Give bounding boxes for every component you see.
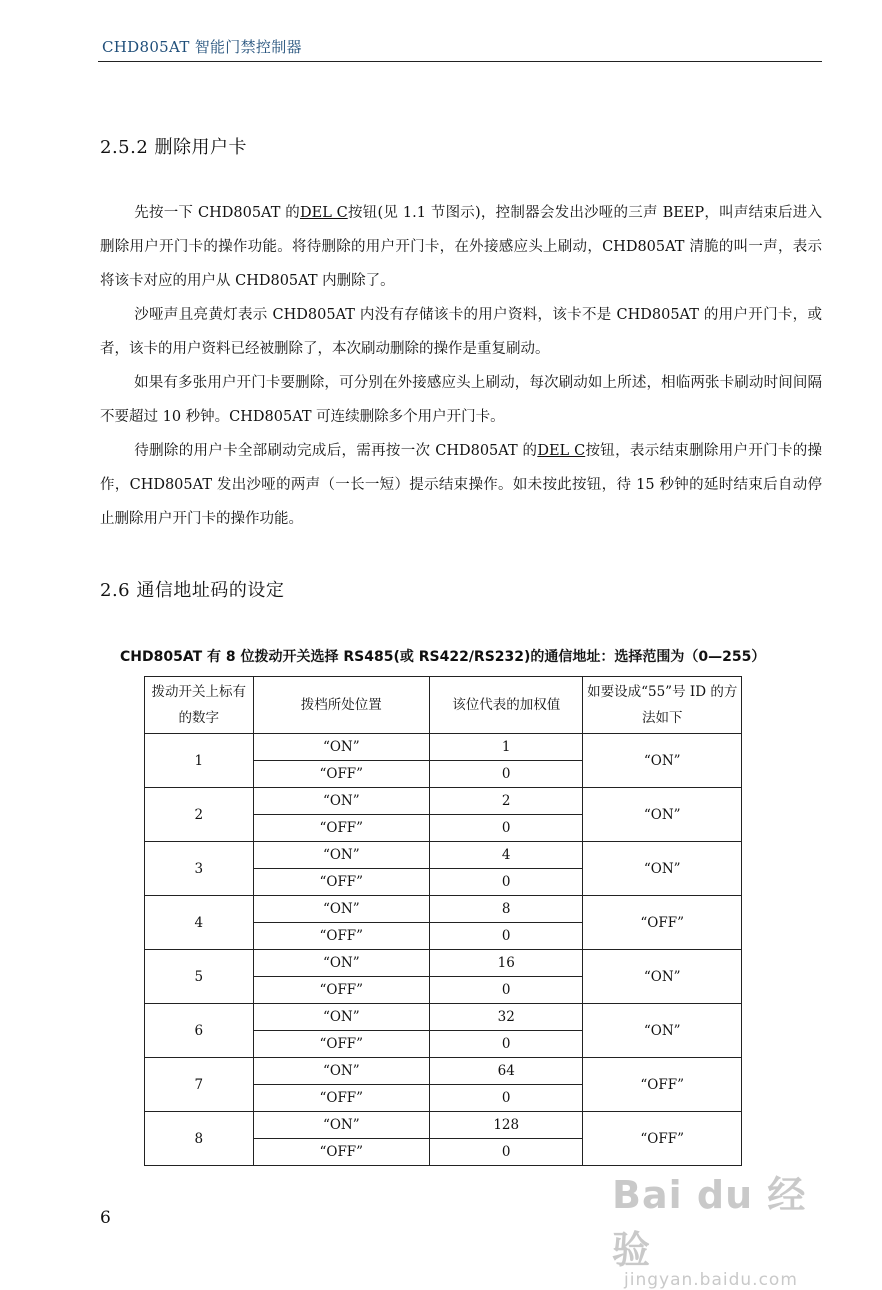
position-on-cell: “ON” [253, 1004, 429, 1031]
position-on-cell: “ON” [253, 1058, 429, 1085]
paragraph-3 [100, 366, 822, 434]
table-row [145, 842, 742, 869]
weight-zero-cell: 0 [429, 815, 582, 842]
table-row [145, 1004, 742, 1031]
position-on-cell: “ON” [253, 734, 429, 761]
weight-zero-cell: 0 [429, 977, 582, 1004]
id55-setting-cell: “ON” [583, 842, 742, 896]
header-position: 拨档所处位置 [253, 677, 429, 734]
header-title: CHD805AT 智能门禁控制器 [102, 38, 302, 56]
weight-zero-cell: 0 [429, 923, 582, 950]
position-off-cell: “OFF” [253, 923, 429, 950]
table-row [145, 734, 742, 761]
paragraph-1-text-a: 先按一下 CHD805AT 的 [134, 205, 300, 221]
weight-zero-cell: 0 [429, 1085, 582, 1112]
switch-number-cell: 1 [145, 734, 254, 788]
position-off-cell: “OFF” [253, 815, 429, 842]
switch-number-cell: 4 [145, 896, 254, 950]
table-row [145, 788, 742, 815]
id55-setting-cell: “OFF” [583, 1058, 742, 1112]
weight-value-cell: 64 [429, 1058, 582, 1085]
header-id55-method: 如要设成“55”号 ID 的方法如下 [583, 677, 742, 734]
weight-value-cell: 32 [429, 1004, 582, 1031]
position-on-cell: “ON” [253, 896, 429, 923]
position-on-cell: “ON” [253, 950, 429, 977]
switch-number-cell: 6 [145, 1004, 254, 1058]
weight-value-cell: 128 [429, 1112, 582, 1139]
table-header-row [145, 677, 742, 734]
header-rule [98, 61, 822, 62]
paragraph-4 [100, 434, 822, 536]
weight-zero-cell: 0 [429, 761, 582, 788]
id55-setting-cell: “ON” [583, 950, 742, 1004]
del-c-button-ref-2: DEL C [537, 443, 586, 459]
paragraph-1-text-b: 按钮(见 1.1 节图示)，控制器会发出沙哑的三声 BEEP，叫声结束后进入删除用户开门卡的操作功能。将待删除的用户开门卡，在外接感应头上刷动，CHD805AT 清脆的叫一声，表示将该卡对应的用户从 CHD805AT 内删除了。 [100, 205, 823, 289]
watermark-url: jingyan.baidu.com [624, 1270, 798, 1290]
paragraph-4-text-a: 待删除的用户卡全部刷动完成后，需再按一次 CHD805AT 的 [134, 443, 538, 459]
id55-setting-cell: “ON” [583, 734, 742, 788]
baidu-jingyan-watermark [612, 1164, 832, 1290]
weight-value-cell: 16 [429, 950, 582, 977]
dip-switch-table [144, 676, 742, 1166]
header-weight: 该位代表的加权值 [429, 677, 582, 734]
table-row [145, 950, 742, 977]
position-off-cell: “OFF” [253, 977, 429, 1004]
position-on-cell: “ON” [253, 842, 429, 869]
section-heading-address-code: 2.6 通信地址码的设定 [100, 580, 285, 601]
position-off-cell: “OFF” [253, 1031, 429, 1058]
position-on-cell: “ON” [253, 1112, 429, 1139]
paragraph-2 [100, 298, 822, 366]
id55-setting-cell: “OFF” [583, 896, 742, 950]
id55-setting-cell: “ON” [583, 1004, 742, 1058]
section-heading-delete-card: 2.5.2 删除用户卡 [100, 137, 248, 158]
weight-value-cell: 4 [429, 842, 582, 869]
weight-value-cell: 8 [429, 896, 582, 923]
weight-zero-cell: 0 [429, 1031, 582, 1058]
paragraph-3-text: 如果有多张用户开门卡要删除，可分别在外接感应头上刷动，每次刷动如上所述，相临两张卡刷动时间间隔不要超过 10 秒钟。CHD805AT 可连续删除多个用户开门卡。 [100, 375, 822, 425]
paragraph-4-text-b: 按钮，表示结束删除用户开门卡的操作，CHD805AT 发出沙哑的两声（一长一短）提示结束操作。如未按此按钮，待 15 秒钟的延时结束后自动停止删除用户开门卡的操作功能。 [100, 443, 823, 527]
weight-zero-cell: 0 [429, 869, 582, 896]
weight-value-cell: 2 [429, 788, 582, 815]
position-off-cell: “OFF” [253, 1139, 429, 1166]
weight-value-cell: 1 [429, 734, 582, 761]
weight-zero-cell: 0 [429, 1139, 582, 1166]
watermark-logo: Bai du 经验 [612, 1173, 807, 1272]
switch-number-cell: 8 [145, 1112, 254, 1166]
header-switch-number: 拨动开关上标有的数字 [145, 677, 254, 734]
page-number: 6 [100, 1208, 111, 1228]
position-off-cell: “OFF” [253, 761, 429, 788]
paragraph-2-text: 沙哑声且亮黄灯表示 CHD805AT 内没有存储该卡的用户资料，该卡不是 CHD805AT 的用户开门卡，或者，该卡的用户资料已经被删除了，本次刷动删除的操作是重复刷动。 [100, 307, 822, 357]
table-caption: CHD805AT 有 8 位拨动开关选择 RS485(或 RS422/RS232)的通信地址：选择范围为（0—255） [120, 649, 766, 665]
id55-setting-cell: “OFF” [583, 1112, 742, 1166]
position-off-cell: “OFF” [253, 869, 429, 896]
id55-setting-cell: “ON” [583, 788, 742, 842]
position-off-cell: “OFF” [253, 1085, 429, 1112]
del-c-button-ref: DEL C [299, 205, 348, 221]
paragraph-1 [100, 196, 822, 298]
switch-number-cell: 7 [145, 1058, 254, 1112]
position-on-cell: “ON” [253, 788, 429, 815]
table-row [145, 1112, 742, 1139]
switch-number-cell: 5 [145, 950, 254, 1004]
table-row [145, 896, 742, 923]
table-row [145, 1058, 742, 1085]
switch-number-cell: 2 [145, 788, 254, 842]
switch-number-cell: 3 [145, 842, 254, 896]
